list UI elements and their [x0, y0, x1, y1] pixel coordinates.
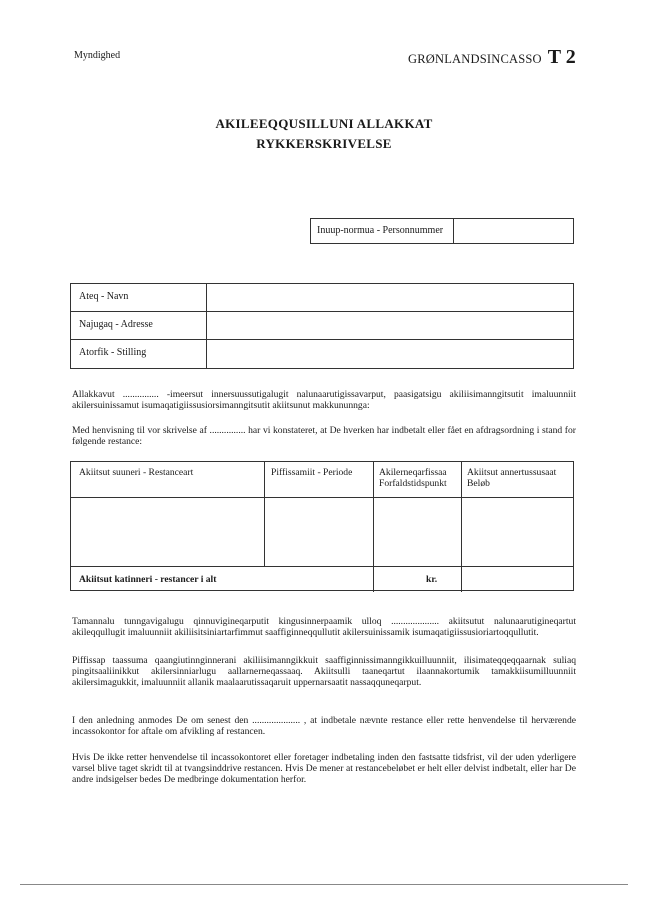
recipient-row-address — [71, 312, 573, 340]
person-number-label: Inuup-normua - Personnummer — [311, 219, 454, 243]
restance-entry-area[interactable] — [71, 498, 573, 566]
name-field[interactable] — [208, 284, 573, 311]
address-field[interactable] — [208, 312, 573, 339]
column-header-forfald — [379, 467, 447, 489]
column-header-periode — [271, 467, 352, 478]
title-danish: RYKKERSKRIVELSE — [256, 136, 392, 151]
deadline-paragraph-greenlandic: Tamannalu tunngavigalugu qinnuvigineqarputit kingusinnerpaamik ulloq .................... akiitsutut nalunaarutigineqartut akileqqullugit imaluunniit akiliisitsiniartarfimmut saaffiginneqqullutit akilersuinissamik isumaqatigiissusioriartoqqullutit. — [72, 616, 576, 638]
column-header-line: Forfaldstidspunkt — [379, 478, 447, 489]
consequence-paragraph-danish: Hvis De ikke retter henvendelse til incassokontoret eller foretager indbetaling inden den fastsatte tidsfrist, vil der uden yderligere varsel blive taget skridt til at tvangsinddrive restancen. Hvis De mener at restancebeløbet er helt eller delvist indbetalt, eller har De andre indsigelser bedes De medbringe dokumentation herfor. — [72, 752, 576, 785]
total-label: Akiitsut katinneri - restancer i alt — [79, 574, 217, 585]
person-number-box — [310, 218, 574, 244]
column-header-restanceart — [79, 467, 193, 478]
authority-label: Myndighed — [74, 50, 121, 61]
column-header-line: Akiitsut annertussusaat — [467, 467, 557, 478]
name-label: Ateq - Navn — [71, 284, 207, 311]
position-field[interactable] — [208, 340, 573, 369]
position-label: Atorfik - Stilling — [71, 340, 207, 369]
person-number-field[interactable] — [455, 219, 573, 243]
restance-table — [70, 461, 574, 591]
column-header-beloeb — [467, 467, 556, 489]
total-unit: kr. — [426, 574, 438, 585]
agency-name: GRØNLANDSINCASSO — [408, 52, 542, 66]
column-header-line: Beløb — [467, 478, 490, 489]
form-header — [408, 46, 576, 69]
form-code: T 2 — [547, 46, 576, 68]
address-label: Najugaq - Adresse — [71, 312, 207, 339]
footer-rule — [20, 884, 628, 885]
column-header-line: Akiitsut suuneri - Restanceart — [79, 467, 194, 478]
recipient-box — [70, 283, 574, 369]
intro-paragraph-greenlandic: Allakkavut ............... -imeersut innersuussutigalugit nalunaarutigissavarput, paasigatsigu akiliisimanngitsutit imaluunniit akilersuinissamut isumaqatigiissusiorsimanngitsutit akiitsunut makkununnga: — [72, 389, 576, 411]
recipient-row-name — [71, 284, 573, 312]
column-header-line: Piffissamiit - Periode — [271, 467, 353, 478]
intro-paragraph-danish: Med henvisning til vor skrivelse af ............... har vi konstateret, at De hverken har indbetalt eller fået en afdragsordning i stand for følgende restance: — [72, 425, 576, 447]
total-amount-field[interactable] — [462, 567, 573, 590]
recipient-row-position — [71, 340, 573, 369]
column-header-line: Akilerneqarfissaa — [379, 467, 447, 478]
title-greenlandic: AKILEEQQUSILLUNI ALLAKKAT — [215, 116, 433, 131]
deadline-paragraph-danish: I den anledning anmodes De om senest den .................... , at indbetale nævnte restance eller rette henvendelse til herværende incassokontor for aftale om afvikling af restancen. — [72, 715, 576, 737]
consequence-paragraph-greenlandic: Piffissap taassuma qaangiutinnginnerani akiliisimanngikkuit saaffiginnissimanngikkuilluunniit, ilisimateqqeqqaarnak suliaq pingitsaaliinikkut akilersinniarlugu aallarnerneqassaaq. Akiitsulli taaneqartut ilaannakortumik tamakkiisumilluunniit akilersimagukkit, imaluunniit allanik maalaarutissaqaruit uppernarsaatit nassaqquneqarput. — [72, 655, 576, 688]
